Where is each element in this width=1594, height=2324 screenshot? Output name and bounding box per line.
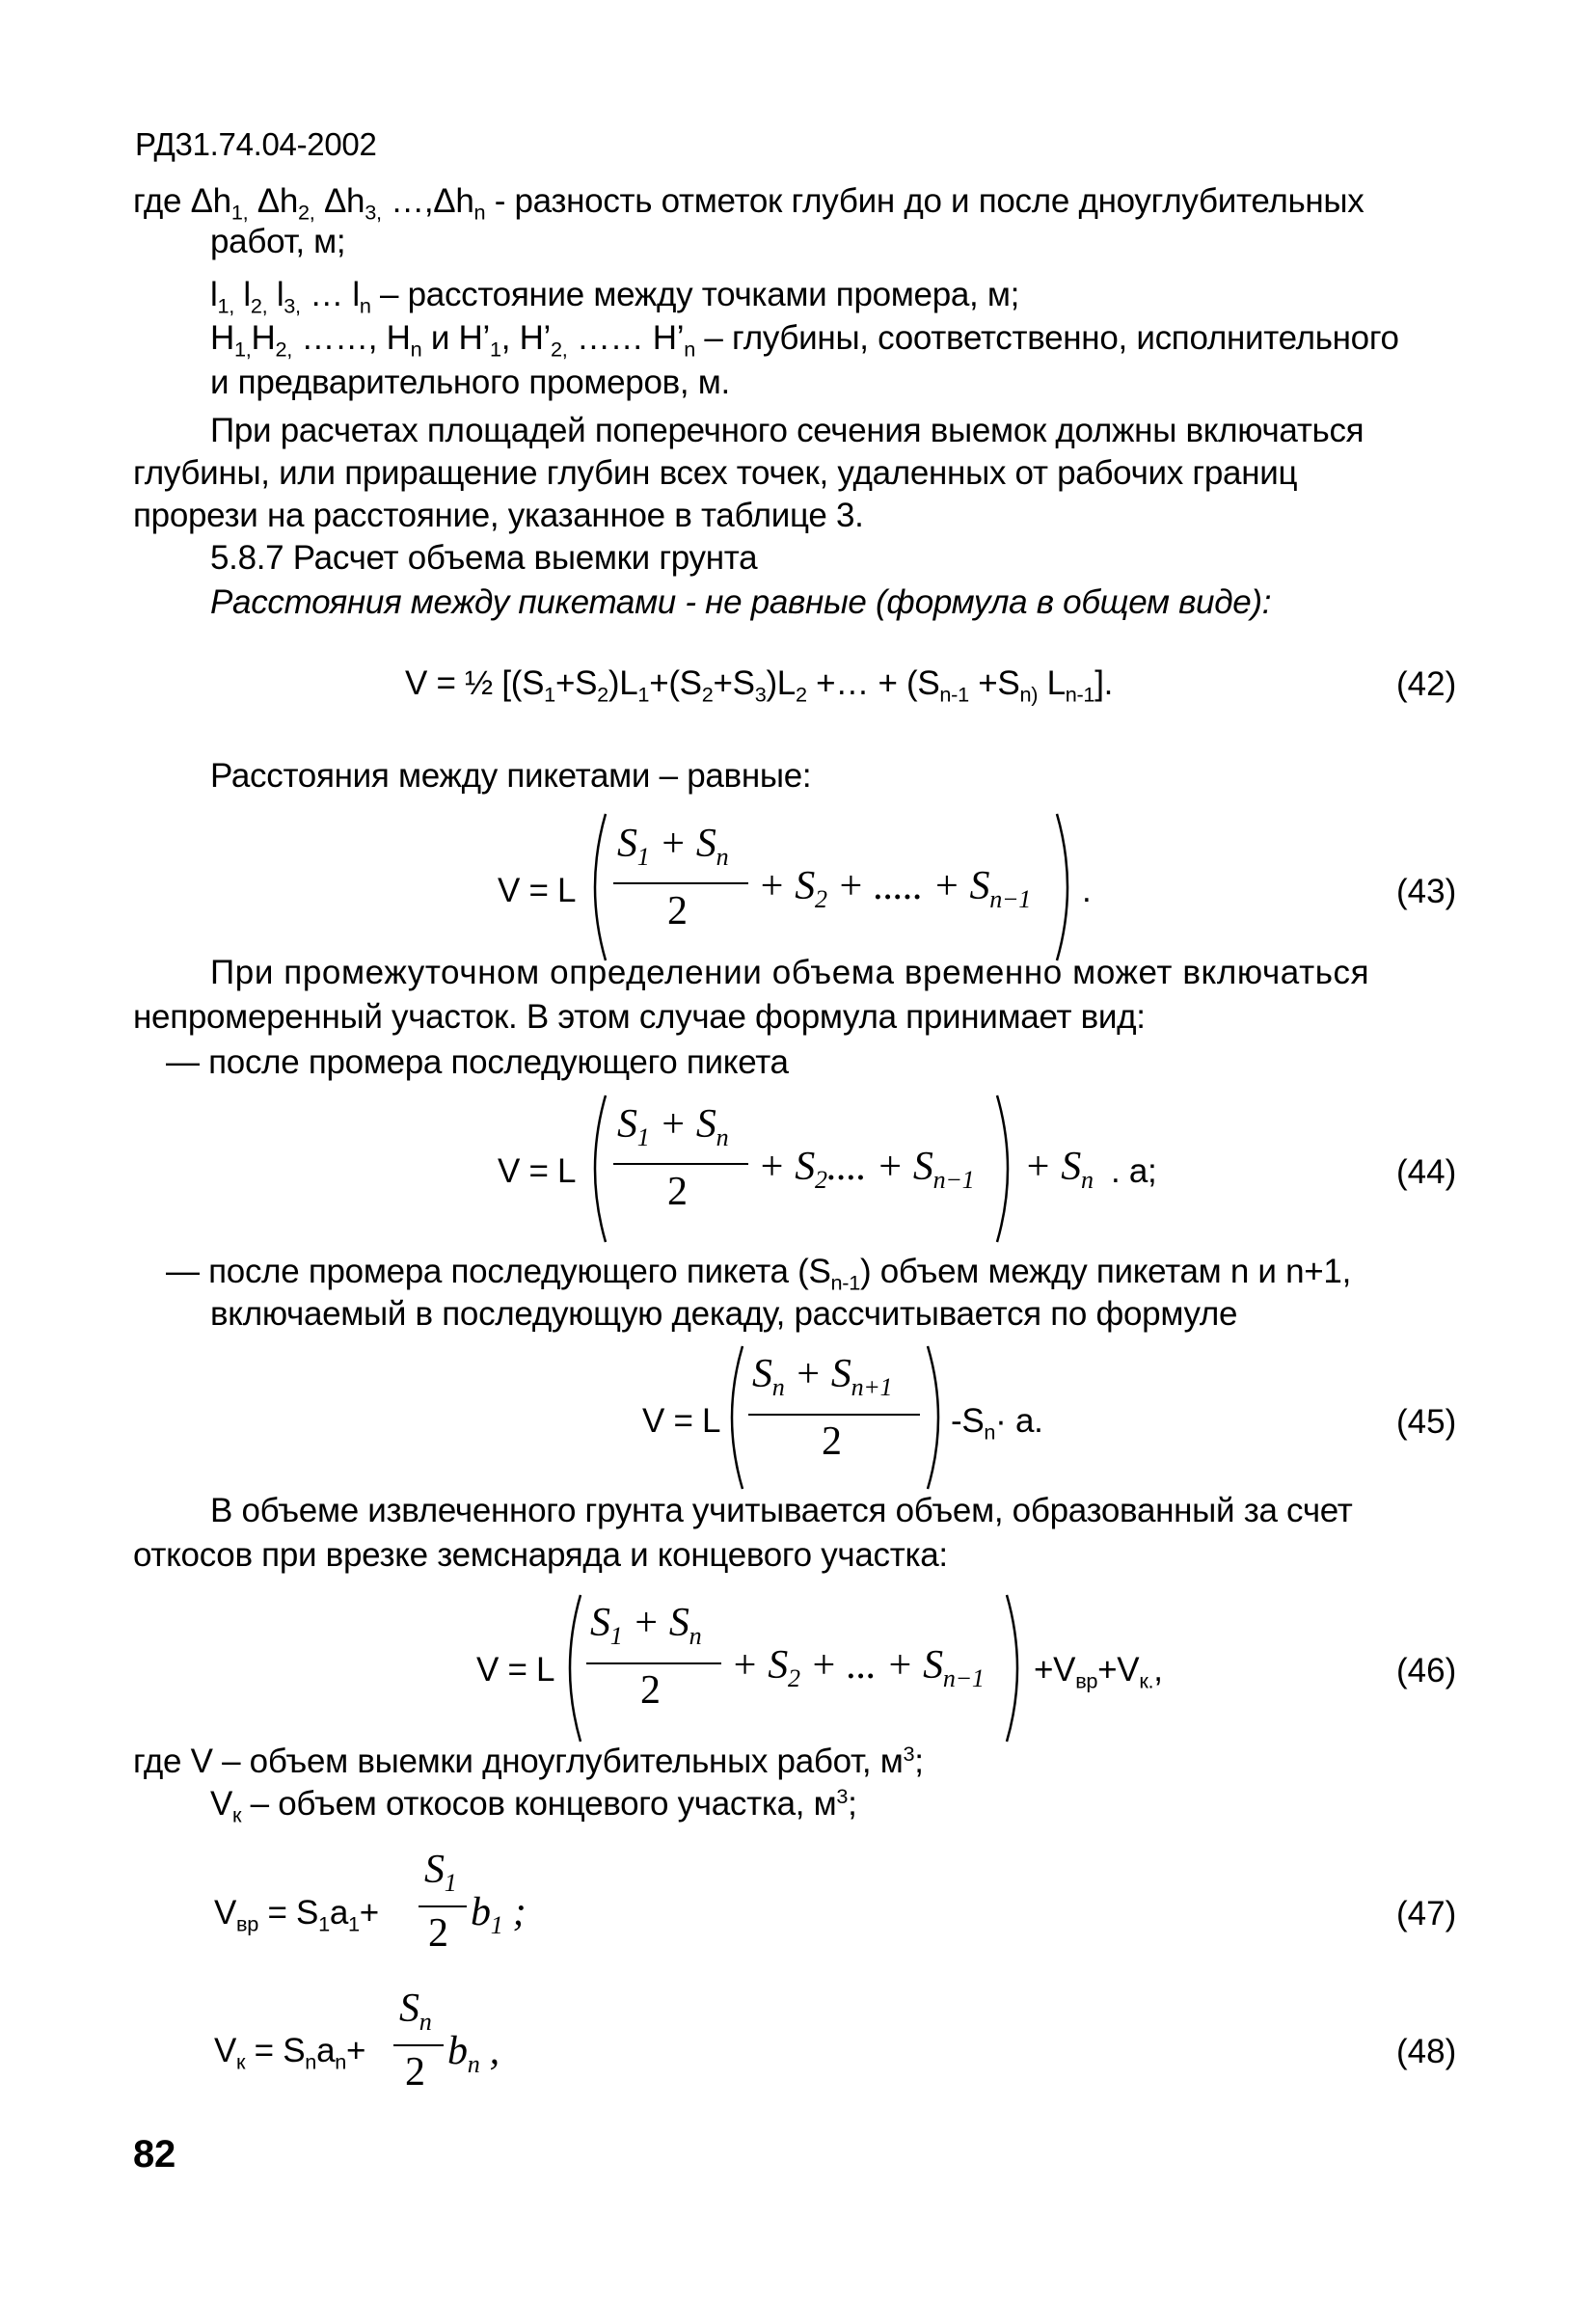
formula-42: V = ½ [$(S_1+S_2)L_1+(S_2+S_3)L_2$ +… + ($S_{n-1} +S_{n)}$ $L_{n-1}$]. [405,664,1114,707]
definition-delta-h: где $\Delta h_{1,}$ $\Delta h_{2,}$ $\Delta h_{3,}$ $\dots,\Delta h_n$ - разность отметок глубин до и после дноуглубительных [133,182,1364,225]
para1-line1: При расчетах площадей поперечного сечения выемок должны включаться [210,412,1364,449]
bullet-line2: включаемый в последующую декаду, рассчитывается по формуле [210,1295,1238,1333]
equation-number-47: (47) [1396,1895,1457,1932]
para2-line2: непромеренный участок. В этом случае формула принимает вид: [133,998,1146,1036]
para2-line1: При промежуточном определении объема временно может включаться [210,954,1370,991]
equation-number-44: (44) [1396,1153,1457,1191]
unequal-distances-label: Расстояния между пикетами - не равные (формула в общем виде): [210,583,1272,621]
para1-line2: глубины, или приращение глубин всех точек, удаленных от рабочих границ [133,454,1298,492]
bullet-after-next-picket-sn1: — после промера последующего пикета $(S_{n-1})$ объем между пикетам n и n+1, [166,1253,1351,1295]
para1-line3: прорези на расстояние, указанное в таблице 3. [133,497,864,534]
equal-distances-label: Расстояния между пикетами – равные: [210,757,812,795]
equation-number-43: (43) [1396,873,1457,910]
document-page: РД31.74.04-2002 где $\Delta h_{1,}$ $\Delta h_{2,}$ $\Delta h_{3,}$ $\dots,\Delta h_n$ - разность отметок глубин до и после дноуглубительных работ, м; $l_{1,}$ $l_{2,}$ $l_{3,}$ … $l_n$ – расстояние между точками промера, м; $H_{1,}H_{2,}$ ……, $H_n$ и $H’_1$, $H’_{2,}$ …… $H’_n$ – глубины, соответственно, исполнительного и предварительного промеров, м. При расчетах площадей поперечного сечения выемок должны включаться глубины, или приращение глубин всех точек, удаленных от рабочих границ прорези на расстояние, указанное в таблице 3. 5.8.7 Расчет объема выемки грунта Расстояния между пикетами - не равные (формула в общем виде): V = ½ [$(S_1+S_2)L_1+(S_2+S_3)L_2$ +… + ($S_{n-1} +S_{n)}$ $L_{n-1}$]. (42) Расстояния между пикетами – равные: V = L $S_1 + S_n$ 2 + $S_2$ + ..... + $S_{n-1}$ . (43) При промежуточном определении объема временно может включаться непромеренный участок. В этом случае формула принимает вид: — после промера последующего пикета V = L $S_1 + S_n$ 2 + $S_2$.... + $S_{n-1}$ + $S_n$ . a; (44) — после промера последующего пикета $(S_{n-1})$ объем между пикетам n и n+1, включаемый в последующую декаду, рассчитывается по формуле V = L $S_n + S_{n+1}$ 2 $-S_n\cdot a$. (45) В объеме извлеченного грунта учитывается объем, образованный за счет откосов при врезке земснаряда и концевого участка: V = L $S_1 + S_n$ 2 + $S_2$ + ... + $S_{n-1}$ $+V_{вр}+V_{к.}$, (46) где V – объем выемки дноуглубительных работ, $м^3$; $V_к$ – объем откосов концевого участка, $м^3$; $V_{вр} = S_1a_1+$ $S_1$ 2 $b_1$ ; (47) $V_к = S_na_n+$ $S_n$ 2 $b_n$ , (48) 82 [0,0,1594,2324]
equation-number-42: (42) [1396,665,1457,703]
definition-v: где V – объем выемки дноуглубительных работ, $м^3$; [133,1742,924,1780]
bullet-after-next-picket: — после промера последующего пикета [166,1043,789,1081]
definition-delta-h-cont: работ, м; [210,223,346,260]
para3-line1: В объеме извлеченного грунта учитывается объем, образованный за счет [210,1492,1353,1529]
definition-h: $H_{1,}H_{2,}$ ……, $H_n$ и $H’_1$, $H’_{2,}$ …… $H’_n$ – глубины, соответственно, исполнительного [210,319,1399,362]
equation-number-46: (46) [1396,1652,1457,1689]
definition-l: $l_{1,}$ $l_{2,}$ $l_{3,}$ … $l_n$ – расстояние между точками промера, м; [210,276,1020,318]
definition-vk: $V_к$ – объем откосов концевого участка, $м^3$; [210,1784,857,1827]
definition-h-cont: и предварительного промеров, м. [210,364,730,401]
page-number: 82 [133,2133,176,2175]
equation-number-48: (48) [1396,2033,1457,2070]
equation-number-45: (45) [1396,1403,1457,1441]
para3-line2: откосов при врезке земснаряда и концевого участка: [133,1536,948,1574]
section-heading: 5.8.7 Расчет объема выемки грунта [210,539,758,577]
document-code: РД31.74.04-2002 [135,126,377,162]
